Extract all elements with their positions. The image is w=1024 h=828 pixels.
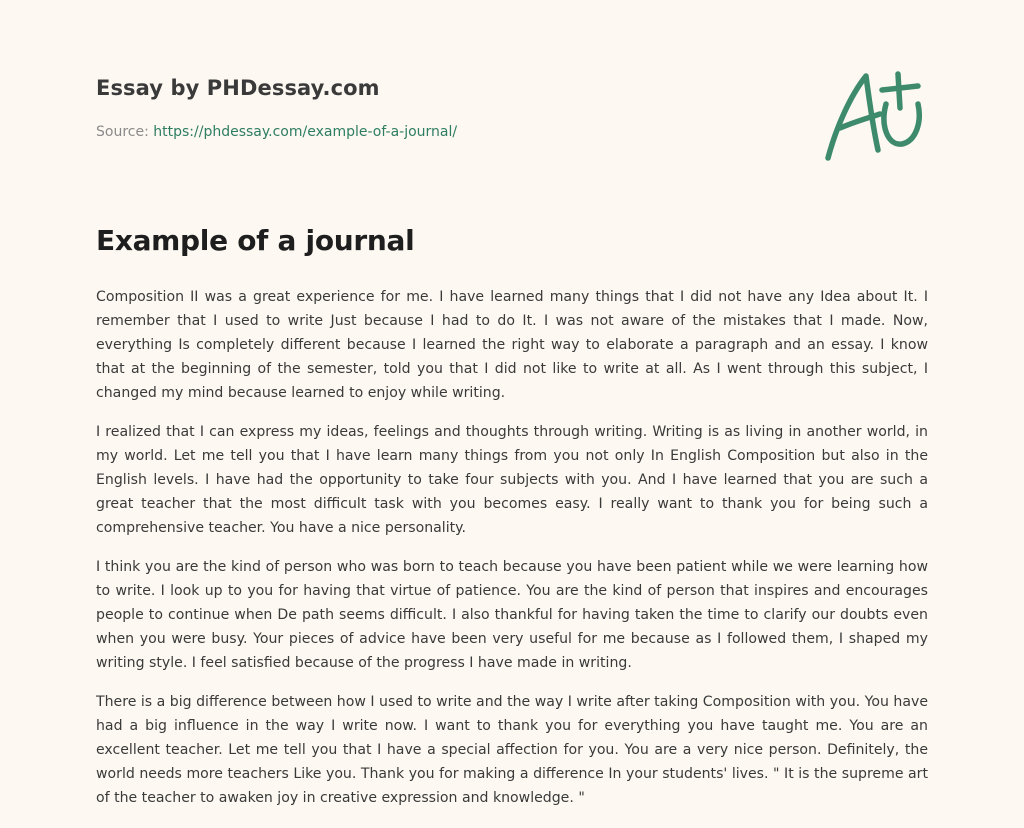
source-label: Source: — [96, 124, 154, 140]
logo-plus-vertical — [898, 74, 900, 108]
essay-paragraph: I think you are the kind of person who was born to teach because you have been patient while we were learning how to write. I look up to you for having that virtue of patience. You are the kind of person that inspires and encourages people to continue when De path seems difficult. I also thankful for having taken the time to clarify our doubts even when you were busy. Your pieces of advice have been very useful for me because as I followed them, I shaped my writing style. I feel satisfied because of the progress I have made in writing. — [96, 559, 928, 671]
source-line — [96, 124, 457, 140]
essay-paragraph: Composition II was a great experience for me. I have learned many things that I did not have any Idea about It. I remember that I used to write Just because I had to do It. I was not aware of the mistakes that I made. Now, everything Is completely different because I learned the right way to elaborate a paragraph and an essay. I know that at the beginning of the semester, told you that I did not like to write at all. As I went through this subject, I changed my mind because learned to enjoy while writing. — [96, 289, 928, 401]
site-title: Essay by PHDessay.com — [96, 76, 380, 100]
a-plus-logo-icon — [820, 66, 932, 166]
essay-paragraph: I realized that I can express my ideas, feelings and thoughts through writing. Writing is as living in another world, in my world. Let me tell you that I have learn many things from you not only In English Composition but also in the English levels. I have had the opportunity to take four subjects with you. And I have learned that you are such a great teacher that the most difficult task with you becomes easy. I really want to thank you for being such a comprehensive teacher. You have a nice personality. — [96, 424, 928, 536]
logo-plus-horizontal — [882, 86, 918, 90]
essay-title: Example of a journal — [96, 224, 415, 257]
source-link[interactable]: https://phdessay.com/example-of-a-journal/ — [153, 124, 458, 140]
essay-body — [96, 285, 928, 825]
essay-paragraph: There is a big difference between how I used to write and the way I write after taking Composition with you. You have had a big influence in the way I write now. I want to thank you for everything you have taught me. You are an excellent teacher. Let me tell you that I have a special affection for you. You are a very nice person. Definitely, the world needs more teachers Like you. Thank you for making a difference In your students' lives. " It is the supreme art of the teacher to awaken joy in creative expression and knowledge. " — [96, 694, 928, 806]
